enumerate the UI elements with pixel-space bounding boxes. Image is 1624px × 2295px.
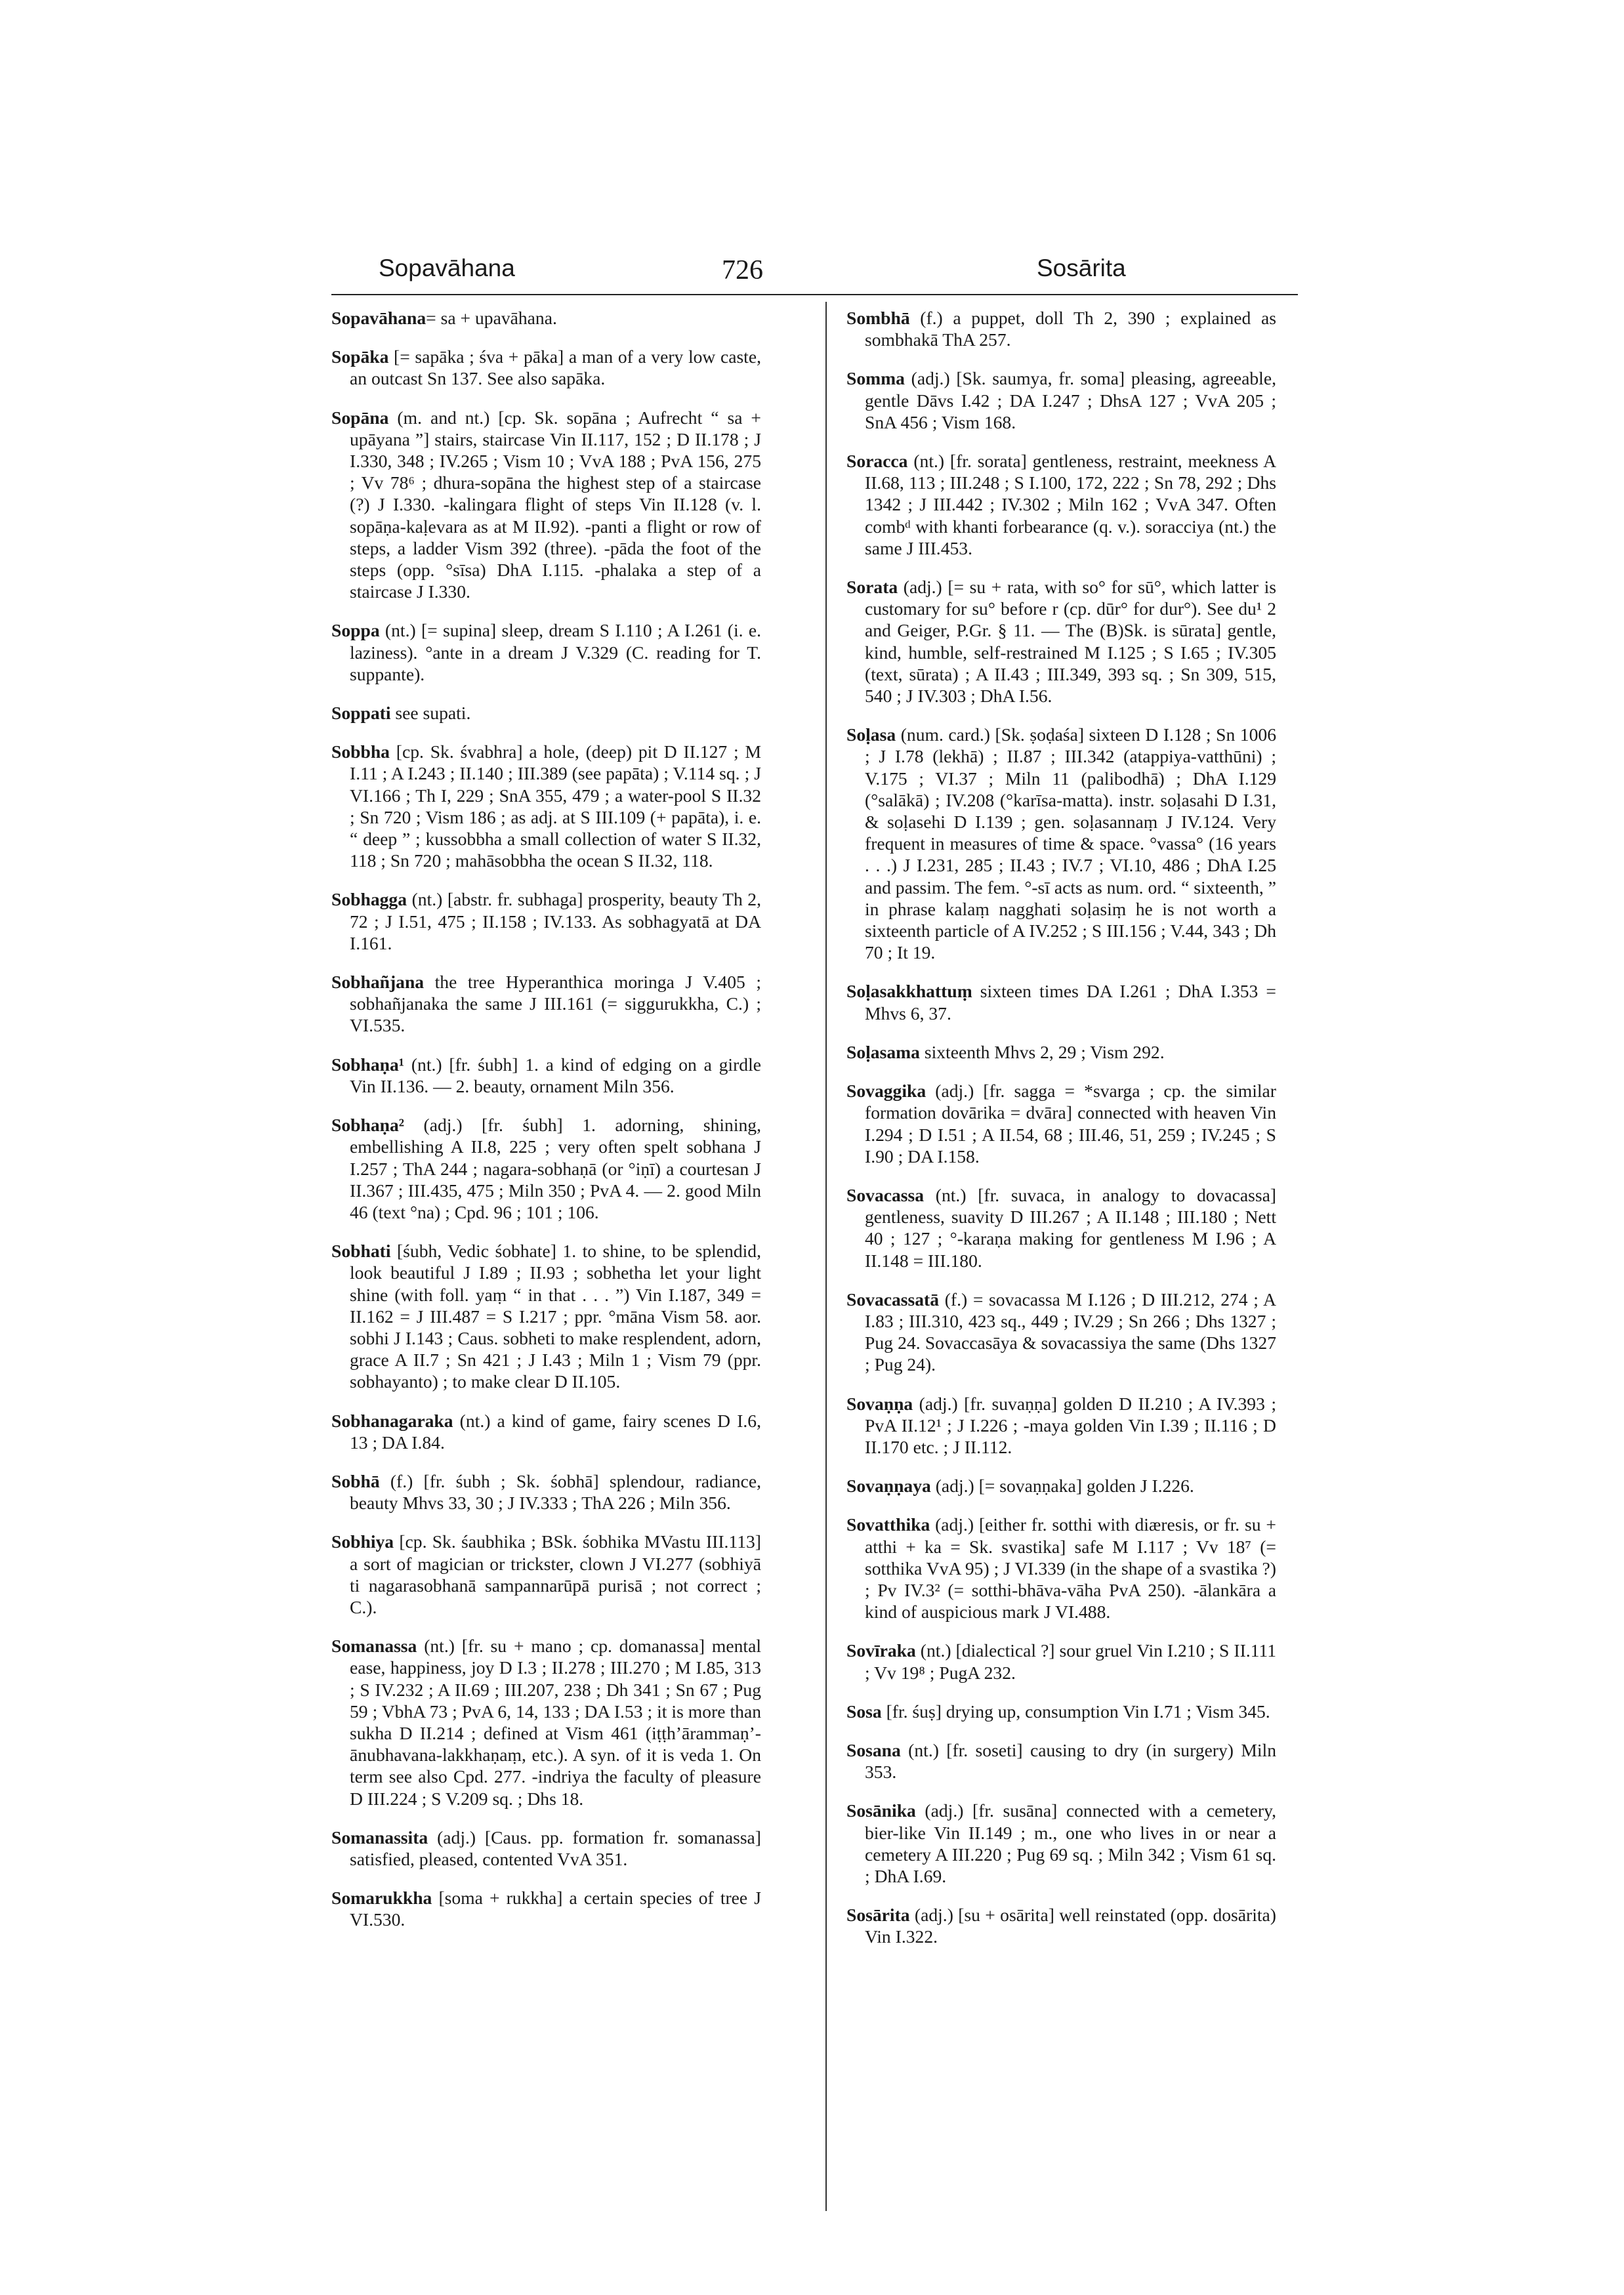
dictionary-entry (846, 367, 1276, 433)
entry-headword: Soppa (331, 620, 380, 641)
dictionary-entry (846, 1393, 1276, 1458)
entry-definition: (nt.) [fr. śubh] 1. a kind of edging on a girdle Vin II.136. — 2. beauty, ornament Miln 356. (350, 1054, 761, 1096)
dictionary-entry (846, 1800, 1276, 1887)
entry-headword: Sobhañjana (331, 972, 425, 993)
entry-definition: (adj.) [= sovaṇṇaka] golden J I.226. (930, 1476, 1194, 1497)
entry-definition: (adj.) [fr. śubh] 1. adorning, shining, embellishing A II.8, 225 ; very often spelt sobhana J I.257 ; ThA 244 ; nagara-sobhaṇā (or °iṇī) a courtesan J II.367 ; III.435, 475 ; Miln 350 ; PvA 4. — 2. good Miln 46 (text °na) ; Cpd. 96 ; 101 ; 106. (350, 1115, 761, 1222)
entry-definition: (adj.) [= su + rata, with so° for sū°, which latter is customary for su° before r (cp. dūr° for dur°). See du¹ 2 and Geiger, P.Gr. § 11. — The (B)Sk. is sūrata] gentle, kind, humble, self-restrained M I.125 ; S I.65 ; IV.305 (text, sūrata) ; A II.43 ; III.349, 393 sq. ; Sn 309, 515, 540 ; J IV.303 ; DhA I.56. (865, 577, 1276, 707)
entry-definition: (num. card.) [Sk. ṣoḍaśa] sixteen D I.128 ; Sn 1006 ; J I.78 (lekhā) ; II.87 ; III.342 (atappiya-vatthūni) ; V.175 ; VI.37 ; Miln 11 (palibodhā) ; DhA I.129 (°salākā) ; IV.208 (°karīsa-matta). instr. soḷasahi D I.31, & soḷasehi D I.139 ; gen. soḷasannaṃ J IV.124. Very frequent in measures of time & space. °vassa° (16 years . . .) J I.231, 285 ; II.43 ; IV.7 ; VI.10, 486 ; DhA I.25 and passim. The fem. °-sī acts as num. ord. “ sixteenth, ” in phrase kalaṃ nagghati soḷasiṃ he is not worth a sixteenth particle of A IV.252 ; S III.156 ; V.44, 343 ; Dh 70 ; It 19. (865, 724, 1276, 963)
entry-definition: [cp. Sk. śvabhra] a hole, (deep) pit D II.127 ; M I.11 ; A I.243 ; II.140 ; III.389 (see papāta) ; V.114 sq. ; J VI.166 ; Th I, 229 ; SnA 355, 479 ; a water-pool S II.32 ; Sn 720 ; Vism 186 ; as adj. at S III.109 (+ papāta), i. e. “ deep ” ; kussobbha a small collection of water S II.32, 118 ; Sn 720 ; mahāsobbha the ocean S II.32, 118. (350, 741, 761, 871)
entry-headword: Sosānika (846, 1800, 916, 1821)
dictionary-entry (331, 307, 761, 329)
entry-headword: Sosa (846, 1701, 882, 1722)
entry-headword: Sovatthika (846, 1514, 930, 1535)
entry-headword: Somma (846, 368, 905, 389)
entry-definition: (nt.) [fr. suvaca, in analogy to dovacassa] gentleness, suavity D III.267 ; A II.148 ; III.180 ; Nett 40 ; 127 ; °-karaṇa making for gentleness M I.96 ; A II.148 = III.180. (865, 1184, 1276, 1271)
entry-headword: Sobhagga (331, 889, 407, 910)
entry-headword: Somarukkha (331, 1888, 432, 1909)
entry-headword: Sobhanagaraka (331, 1410, 453, 1431)
header-right-guideword: Sosārita (1037, 255, 1126, 281)
dictionary-entry (846, 980, 1276, 1023)
column-divider (825, 302, 827, 2211)
left-column (331, 307, 761, 1948)
entry-headword: Sopāka (331, 346, 389, 367)
entry-headword: Sobbha (331, 741, 390, 762)
dictionary-entry (846, 1514, 1276, 1623)
entry-definition: = sa + upavāhana. (426, 308, 557, 328)
entry-definition: (adj.) [su + osārita] well reinstated (opp. dosārita) Vin I.322. (865, 1905, 1276, 1947)
dictionary-entry (331, 1410, 761, 1453)
header-left-guideword: Sopavāhana (379, 255, 515, 281)
dictionary-entry (331, 1635, 761, 1809)
entry-definition: the tree Hyperanthica moringa J V.405 ; sobhañjanaka the same J III.161 (= siggurukkha, C.) ; VI.535. (350, 972, 761, 1036)
entry-definition: (adj.) [fr. suvaṇṇa] golden D II.210 ; A IV.393 ; PvA II.12¹ ; J I.226 ; -maya golden Vin I.39 ; II.116 ; D II.170 etc. ; J II.112. (865, 1393, 1276, 1457)
entry-headword: Sombhā (846, 308, 910, 328)
dictionary-entry (331, 702, 761, 724)
dictionary-entry (846, 1289, 1276, 1376)
entry-headword: Sovacassatā (846, 1289, 940, 1310)
entry-definition: (f.) a puppet, doll Th 2, 390 ; explained as sombhakā ThA 257. (865, 308, 1276, 350)
entry-definition: [cp. Sk. śaubhika ; BSk. śobhika MVastu III.113] a sort of magician or trickster, clown J VI.277 (sobhiyā ti nagarasobhanā sampannarūpā purisā ; not correct ; C.). (350, 1531, 761, 1617)
entry-headword: Sopavāhana (331, 308, 427, 328)
dictionary-entry (331, 888, 761, 954)
dictionary-entry (846, 1080, 1276, 1167)
entry-definition: (f.) = sovacassa M I.126 ; D III.212, 274 ; A I.83 ; III.310, 423 sq., 449 ; IV.29 ; Sn 266 ; Dhs 1327 ; Pug 24. Sovaccasāya & sovacassiya the same (Dhs 1327 ; Pug 24). (865, 1289, 1276, 1375)
dictionary-entry (846, 1701, 1276, 1722)
dictionary-entry (846, 450, 1276, 559)
entry-definition: (nt.) [= supina] sleep, dream S I.110 ; A I.261 (i. e. laziness). °ante in a dream J V.329 (C. reading for T. suppante). (350, 620, 761, 684)
entry-headword: Sovaṇṇa (846, 1393, 913, 1414)
entry-definition: [soma + rukkha] a certain species of tree J VI.530. (350, 1888, 761, 1930)
entry-definition: (adj.) [Sk. saumya, fr. soma] pleasing, agreeable, gentle Dāvs I.42 ; DA I.247 ; DhsA 127 ; VvA 205 ; SnA 456 ; Vism 168. (865, 368, 1276, 432)
entry-definition: (nt.) [abstr. fr. subhaga] prosperity, beauty Th 2, 72 ; J I.51, 475 ; II.158 ; IV.133. As sobhagyatā at DA I.161. (350, 889, 761, 953)
dictionary-entry (846, 1640, 1276, 1683)
entry-headword: Sopāna (331, 407, 389, 428)
entry-headword: Sovaggika (846, 1081, 927, 1102)
entry-definition: see supati. (390, 703, 471, 724)
dictionary-entry (331, 346, 761, 389)
entry-definition: (m. and nt.) [cp. Sk. sopāna ; Aufrecht “ sa + upāyana ”] stairs, staircase Vin II.117, 152 ; D II.178 ; J I.330, 348 ; IV.265 ; Vism 10 ; VvA 188 ; PvA 156, 275 ; Vv 78⁶ ; dhura-sopāna the highest step of a staircase (?) J I.330. -kalingara flight of steps Vin II.128 (v. l. sopāṇa-kaḷevara as at M II.92). -panti a flight or row of steps, a ladder Vism 392 (three). -pāda the foot of the steps (opp. °sīsa) DhA I.115. -phalaka a step of a staircase J I.330. (350, 407, 761, 602)
entry-definition: (adj.) [either fr. sotthi with diæresis, or fr. su + atthi + ka = Sk. svastika] safe M I.117 ; Vv 18⁷ (= sotthika VvA 95) ; J VI.339 (in the shape of a svastika ?) ; Pv IV.3² (= sotthi-bhāva-vāha PvA 250). -ālankāra a kind of auspicious mark J VI.488. (865, 1514, 1276, 1623)
dictionary-entry (331, 741, 761, 871)
entry-headword: Sobhaṇa² (331, 1115, 405, 1136)
entry-headword: Somanassa (331, 1636, 417, 1657)
entry-definition: (nt.) [fr. sorata] gentleness, restraint, meekness A II.68, 113 ; III.248 ; S I.100, 172, 222 ; Sn 78, 292 ; Dhs 1342 ; J III.442 ; IV.302 ; Miln 162 ; VvA 347. Often combᵈ with khanti forbearance (q. v.). soracciya (nt.) the same J III.453. (865, 451, 1276, 558)
dictionary-entry (331, 971, 761, 1037)
dictionary-entry (331, 1887, 761, 1930)
entry-headword: Sorata (846, 577, 898, 598)
entry-definition: [= sapāka ; śva + pāka] a man of a very low caste, an outcast Sn 137. See also sapāka. (350, 346, 761, 389)
entry-headword: Somanassita (331, 1827, 428, 1848)
dictionary-entry (331, 1531, 761, 1618)
entry-headword: Soracca (846, 451, 908, 472)
entry-definition: (f.) [fr. śubh ; Sk. śobhā] splendour, radiance, beauty Mhvs 33, 30 ; J IV.333 ; ThA 226 ; Miln 356. (350, 1470, 761, 1514)
dictionary-entry (846, 1904, 1276, 1947)
entry-headword: Sosārita (846, 1905, 910, 1926)
dictionary-entry (846, 1041, 1276, 1063)
entry-headword: Sovacassa (846, 1184, 925, 1205)
dictionary-entry (846, 1184, 1276, 1272)
entry-definition: sixteenth Mhvs 2, 29 ; Vism 292. (919, 1041, 1165, 1062)
right-column (846, 307, 1276, 1965)
entry-headword: Sovīraka (846, 1640, 916, 1661)
dictionary-entry (331, 1240, 761, 1392)
entry-headword: Sosana (846, 1739, 901, 1760)
dictionary-entry (331, 1827, 761, 1870)
entry-headword: Sobhaṇa¹ (331, 1054, 405, 1075)
entry-definition: (adj.) [fr. susāna] connected with a cemetery, bier-like Vin II.149 ; m., one who lives in or near a cemetery A III.220 ; Pug 69 sq. ; Miln 342 ; Vism 61 sq. ; DhA I.69. (865, 1800, 1276, 1886)
dictionary-entry (331, 407, 761, 603)
dictionary-entry (846, 1739, 1276, 1783)
entry-headword: Soppati (331, 703, 391, 724)
dictionary-entry (331, 1114, 761, 1223)
dictionary-entry (331, 1054, 761, 1097)
entry-headword: Sovaṇṇaya (846, 1476, 931, 1497)
entry-definition: sixteen times DA I.261 ; DhA I.353 = Mhvs 6, 37. (865, 981, 1276, 1023)
dictionary-entry (846, 1475, 1276, 1497)
entry-headword: Sobhati (331, 1241, 391, 1262)
entry-headword: Soḷasakkhattuṃ (846, 981, 972, 1002)
header-rule (331, 294, 1298, 295)
entry-headword: Sobhā (331, 1470, 380, 1491)
dictionary-entry (846, 724, 1276, 963)
entry-headword: Sobhiya (331, 1531, 394, 1552)
entry-definition: (adj.) [Caus. pp. formation fr. somanassa] satisfied, pleased, contented VvA 351. (350, 1827, 761, 1869)
dictionary-entry (846, 576, 1276, 707)
entry-definition: (adj.) [fr. sagga = *svarga ; cp. the similar formation dovārika = dvāra] connected with heaven Vin I.294 ; D I.51 ; A II.54, 68 ; III.46, 51, 259 ; IV.245 ; S I.90 ; DA I.158. (865, 1081, 1276, 1167)
entry-definition: (nt.) a kind of game, fairy scenes D I.6, 13 ; DA I.84. (350, 1410, 761, 1453)
dictionary-entry (331, 1470, 761, 1514)
entry-definition: (nt.) [dialectical ?] sour gruel Vin I.210 ; S II.111 ; Vv 19⁸ ; PugA 232. (865, 1640, 1276, 1683)
page-number: 726 (722, 255, 763, 285)
entry-definition: (nt.) [fr. su + mano ; cp. domanassa] mental ease, happiness, joy D I.3 ; II.278 ; III.270 ; M I.85, 313 ; S IV.232 ; A II.69 ; III.207, 238 ; Dh 341 ; Sn 67 ; Pug 59 ; VbhA 73 ; PvA 6, 14, 133 ; DA I.53 ; it is more than sukha D II.214 ; defined at Vism 461 (iṭṭh’ārammaṇ’-ānubhavana-lakkhaṇaṃ, etc.). A syn. of it is veda 1. On term see also Cpd. 277. -indriya the faculty of pleasure D III.224 ; S V.209 sq. ; Dhs 18. (350, 1636, 761, 1809)
dictionary-entry (331, 619, 761, 685)
running-header (331, 255, 1296, 289)
entry-definition: (nt.) [fr. soseti] causing to dry (in surgery) Miln 353. (865, 1739, 1276, 1783)
entry-headword: Soḷasa (846, 724, 896, 745)
dictionary-entry (846, 307, 1276, 350)
entry-headword: Soḷasama (846, 1041, 920, 1062)
entry-definition: [śubh, Vedic śobhate] 1. to shine, to be splendid, look beautiful J I.89 ; II.93 ; sobhetha let your light shine (with foll. yaṃ “ in that . . . ”) Vin I.187, 349 = II.162 = J III.487 = S I.217 ; ppr. °māna Vism 58. aor. sobhi J I.143 ; Caus. sobheti to make resplendent, adorn, grace A II.7 ; Sn 421 ; J I.43 ; Miln 1 ; Vism 79 (ppr. sobhayanto) ; to make clear D II.105. (350, 1241, 761, 1392)
entry-definition: [fr. śuṣ] drying up, consumption Vin I.71 ; Vism 345. (881, 1701, 1270, 1722)
